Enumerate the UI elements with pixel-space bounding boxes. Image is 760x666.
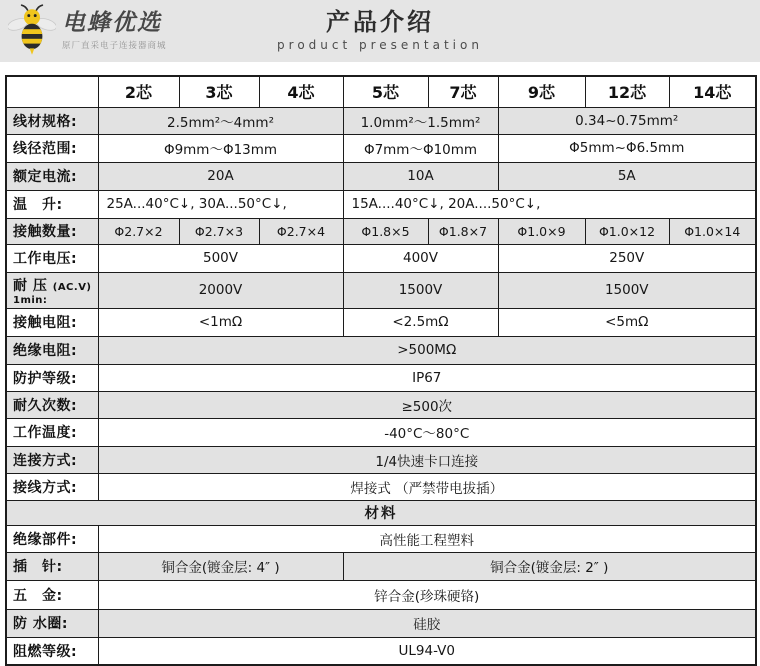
row-label: 额定电流: bbox=[6, 162, 98, 190]
spec-cell: 500V bbox=[98, 244, 343, 272]
spec-cell: Φ2.7×3 bbox=[179, 218, 259, 244]
table-row bbox=[6, 218, 756, 244]
spec-cell: Φ1.0×9 bbox=[498, 218, 585, 244]
row-label: 五 金: bbox=[6, 580, 98, 609]
spec-table bbox=[5, 75, 757, 666]
row-label: 耐久次数: bbox=[6, 391, 98, 418]
spec-cell: Φ2.7×4 bbox=[259, 218, 343, 244]
table-row bbox=[6, 308, 756, 336]
row-label: 线材规格: bbox=[6, 107, 98, 134]
spec-cell: 25A...40°C↓, 30A...50°C↓, bbox=[98, 190, 343, 218]
row-label: 工作温度: bbox=[6, 418, 98, 446]
table-row bbox=[6, 525, 756, 552]
table-row bbox=[6, 500, 756, 525]
spec-cell: 硅胶 bbox=[98, 609, 756, 637]
col-header-12芯: 12芯 bbox=[585, 76, 669, 107]
spec-cell: 高性能工程塑料 bbox=[98, 525, 756, 552]
table-row bbox=[6, 162, 756, 190]
col-header-3芯: 3芯 bbox=[179, 76, 259, 107]
table-row bbox=[6, 446, 756, 473]
col-header-5芯: 5芯 bbox=[343, 76, 428, 107]
spec-cell: IP67 bbox=[98, 364, 756, 391]
section-header: 材料 bbox=[6, 500, 756, 525]
spec-cell: <1mΩ bbox=[98, 308, 343, 336]
spec-cell: 1/4快速卡口连接 bbox=[98, 446, 756, 473]
logo-subtitle: 原厂直采电子连接器商城 bbox=[62, 40, 167, 51]
row-label: 连接方式: bbox=[6, 446, 98, 473]
spec-cell: -40°C～80°C bbox=[98, 418, 756, 446]
table-row bbox=[6, 244, 756, 272]
table-row bbox=[6, 609, 756, 637]
spec-cell: 2.5mm²～4mm² bbox=[98, 107, 343, 134]
col-header-9芯: 9芯 bbox=[498, 76, 585, 107]
col-header-4芯: 4芯 bbox=[259, 76, 343, 107]
row-label: 绝缘电阻: bbox=[6, 336, 98, 364]
spec-cell: Φ2.7×2 bbox=[98, 218, 179, 244]
spec-cell: >500MΩ bbox=[98, 336, 756, 364]
table-row bbox=[6, 107, 756, 134]
row-label: 接触电阻: bbox=[6, 308, 98, 336]
spec-cell: Φ1.0×12 bbox=[585, 218, 669, 244]
spec-cell: 锌合金(珍珠硬铬) bbox=[98, 580, 756, 609]
page-subtitle: product presentation bbox=[277, 38, 483, 52]
spec-cell: Φ5mm~Φ6.5mm bbox=[498, 134, 756, 162]
col-header-7芯: 7芯 bbox=[428, 76, 498, 107]
logo-title: 电蜂优选 bbox=[62, 8, 162, 36]
spec-cell: <5mΩ bbox=[498, 308, 756, 336]
spec-cell: 10A bbox=[343, 162, 498, 190]
spec-cell: Φ1.8×7 bbox=[428, 218, 498, 244]
header-row bbox=[6, 76, 756, 107]
spec-cell: 400V bbox=[343, 244, 498, 272]
row-label: 绝缘部件: bbox=[6, 525, 98, 552]
table-row bbox=[6, 637, 756, 665]
table-row bbox=[6, 418, 756, 446]
table-row bbox=[6, 190, 756, 218]
spec-cell: Φ1.0×14 bbox=[669, 218, 756, 244]
row-label: 防护等级: bbox=[6, 364, 98, 391]
spec-cell: 2000V bbox=[98, 272, 343, 308]
table-row bbox=[6, 134, 756, 162]
spec-cell: ≥500次 bbox=[98, 391, 756, 418]
corner-cell bbox=[6, 76, 98, 107]
row-label: 工作电压: bbox=[6, 244, 98, 272]
spec-cell: 15A....40°C↓, 20A....50°C↓, bbox=[343, 190, 756, 218]
table-row bbox=[6, 364, 756, 391]
row-label: 耐 压 (AC.V) 1min: bbox=[6, 272, 98, 308]
spec-cell: 焊接式 （严禁带电拔插） bbox=[98, 473, 756, 500]
row-label: 温 升: bbox=[6, 190, 98, 218]
spec-cell: <2.5mΩ bbox=[343, 308, 498, 336]
col-header-14芯: 14芯 bbox=[669, 76, 756, 107]
spec-cell: 0.34~0.75mm² bbox=[498, 107, 756, 134]
logo-text bbox=[62, 10, 167, 51]
banner bbox=[0, 0, 760, 62]
row-label: 接触数量: bbox=[6, 218, 98, 244]
spec-cell: 20A bbox=[98, 162, 343, 190]
col-header-2芯: 2芯 bbox=[98, 76, 179, 107]
table-row bbox=[6, 552, 756, 580]
row-label: 线径范围: bbox=[6, 134, 98, 162]
spec-cell: 1.0mm²～1.5mm² bbox=[343, 107, 498, 134]
spec-cell: 5A bbox=[498, 162, 756, 190]
bee-icon bbox=[8, 3, 56, 57]
spec-cell: 铜合金(镀金层: 2″ ) bbox=[343, 552, 756, 580]
spec-cell: Φ1.8×5 bbox=[343, 218, 428, 244]
spec-cell: 1500V bbox=[498, 272, 756, 308]
spec-cell: 1500V bbox=[343, 272, 498, 308]
table-row bbox=[6, 391, 756, 418]
table-row bbox=[6, 272, 756, 308]
row-label: 接线方式: bbox=[6, 473, 98, 500]
table-row bbox=[6, 336, 756, 364]
spec-cell: 铜合金(镀金层: 4″ ) bbox=[98, 552, 343, 580]
row-label: 插 针: bbox=[6, 552, 98, 580]
logo bbox=[8, 3, 167, 57]
row-label: 阻燃等级: bbox=[6, 637, 98, 665]
spec-cell: UL94-V0 bbox=[98, 637, 756, 665]
spec-cell: Φ7mm～Φ10mm bbox=[343, 134, 498, 162]
table-row bbox=[6, 580, 756, 609]
spec-cell: 250V bbox=[498, 244, 756, 272]
spec-cell: Φ9mm～Φ13mm bbox=[98, 134, 343, 162]
row-label: 防 水圈: bbox=[6, 609, 98, 637]
page-title: 产品介绍 bbox=[326, 8, 434, 36]
table-row bbox=[6, 473, 756, 500]
content bbox=[0, 62, 760, 666]
